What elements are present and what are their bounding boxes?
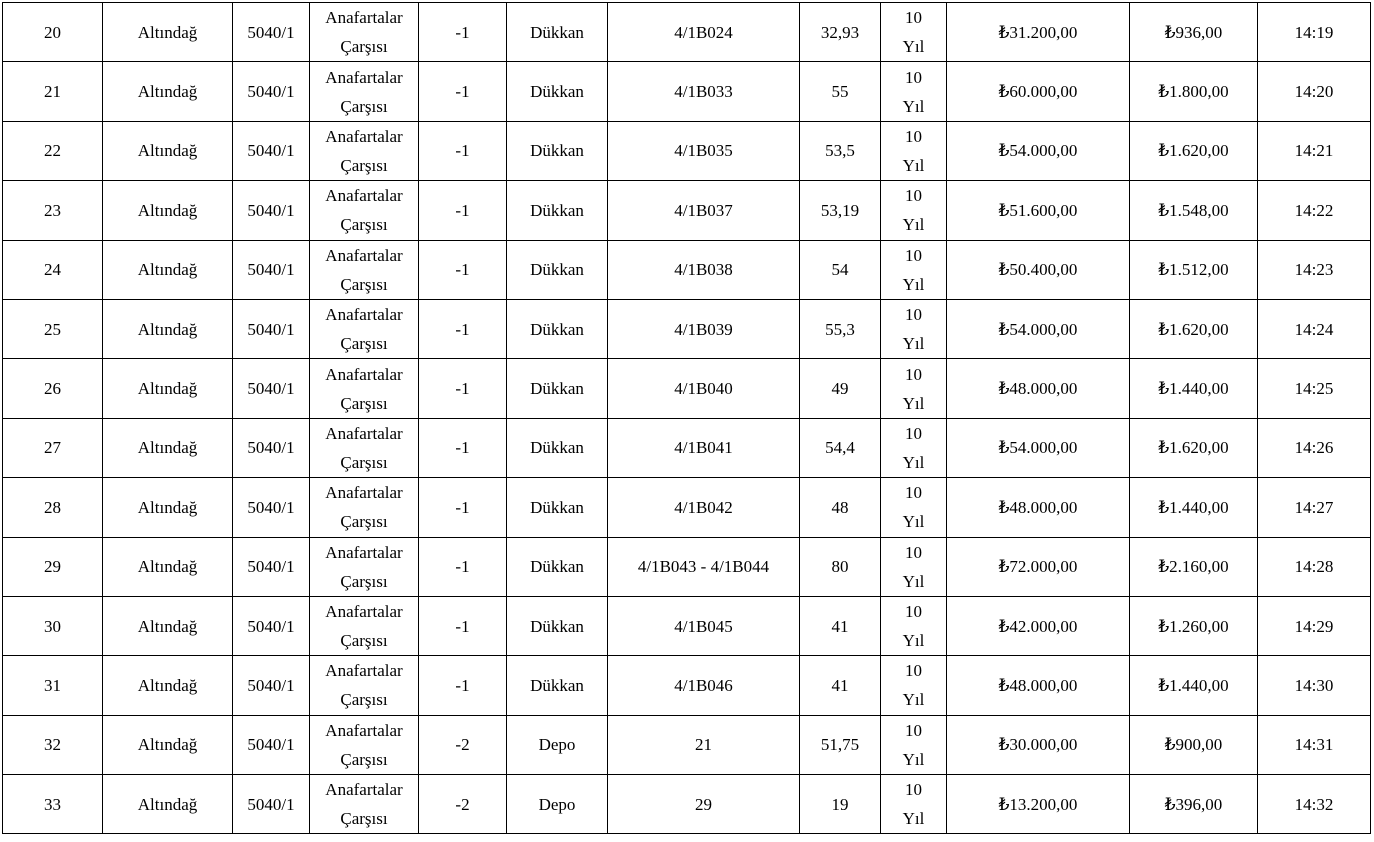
row-number: 23 [3,181,103,240]
row-number: 33 [3,775,103,834]
row-number: 29 [3,537,103,596]
unit-number-cell: 4/1B040 [608,359,800,418]
lease-term-cell [881,3,947,62]
term-unit: Yıl [902,512,925,532]
row-number: 25 [3,299,103,358]
unit-number-cell: 4/1B041 [608,418,800,477]
location-cell [310,240,419,299]
deposit-cell: ₺1.440,00 [1130,656,1258,715]
term-number: 10 [905,8,922,28]
row-number: 30 [3,596,103,655]
parcel-cell: 5040/1 [233,3,310,62]
property-type-cell: Dükkan [507,537,608,596]
district-cell: Altındağ [103,181,233,240]
property-type-cell: Dükkan [507,596,608,655]
location-cell [310,537,419,596]
estimated-rent-cell: ₺42.000,00 [947,596,1130,655]
parcel-cell: 5040/1 [233,62,310,121]
term-unit: Yıl [902,274,925,294]
deposit-cell: ₺1.620,00 [1130,418,1258,477]
table-row [3,418,1371,477]
term-unit: Yıl [902,37,925,57]
location-cell [310,299,419,358]
row-number: 24 [3,240,103,299]
area-cell: 54 [800,240,881,299]
location-line-1: Anafartalar [325,186,403,206]
unit-number-cell: 4/1B035 [608,121,800,180]
location-line-1: Anafartalar [325,126,403,146]
lease-term-cell [881,121,947,180]
parcel-cell: 5040/1 [233,596,310,655]
table-row [3,537,1371,596]
table-row [3,62,1371,121]
lease-term-cell [881,240,947,299]
auction-time-cell: 14:27 [1258,478,1371,537]
unit-number-cell: 29 [608,775,800,834]
property-type-cell: Dükkan [507,359,608,418]
auction-time-cell: 14:22 [1258,181,1371,240]
lease-term-cell [881,299,947,358]
auction-time-cell: 14:23 [1258,240,1371,299]
lease-term-cell [881,596,947,655]
location-cell [310,418,419,477]
location-cell [310,715,419,774]
lease-term-cell [881,537,947,596]
location-cell [310,121,419,180]
term-number: 10 [905,423,922,443]
row-number: 22 [3,121,103,180]
table-row [3,359,1371,418]
property-type-cell: Depo [507,775,608,834]
term-number: 10 [905,780,922,800]
table-row [3,715,1371,774]
area-cell: 53,5 [800,121,881,180]
term-unit: Yıl [902,215,925,235]
location-line-2: Çarşısı [340,690,388,710]
floor-cell: -1 [419,121,507,180]
tender-table [2,2,1371,834]
term-unit: Yıl [902,571,925,591]
district-cell: Altındağ [103,478,233,537]
auction-time-cell: 14:20 [1258,62,1371,121]
district-cell: Altındağ [103,596,233,655]
estimated-rent-cell: ₺60.000,00 [947,62,1130,121]
table-row [3,656,1371,715]
location-line-2: Çarşısı [340,274,388,294]
location-cell [310,775,419,834]
row-number: 21 [3,62,103,121]
table-row [3,240,1371,299]
unit-number-cell: 4/1B045 [608,596,800,655]
term-number: 10 [905,67,922,87]
property-type-cell: Dükkan [507,656,608,715]
deposit-cell: ₺1.548,00 [1130,181,1258,240]
auction-time-cell: 14:25 [1258,359,1371,418]
property-type-cell: Dükkan [507,62,608,121]
location-cell [310,478,419,537]
area-cell: 51,75 [800,715,881,774]
location-line-1: Anafartalar [325,483,403,503]
term-unit: Yıl [902,452,925,472]
parcel-cell: 5040/1 [233,656,310,715]
area-cell: 41 [800,596,881,655]
term-unit: Yıl [902,749,925,769]
auction-time-cell: 14:29 [1258,596,1371,655]
location-line-1: Anafartalar [325,661,403,681]
term-number: 10 [905,483,922,503]
lease-term-cell [881,656,947,715]
term-unit: Yıl [902,631,925,651]
unit-number-cell: 4/1B042 [608,478,800,537]
estimated-rent-cell: ₺54.000,00 [947,121,1130,180]
property-type-cell: Dükkan [507,121,608,180]
deposit-cell: ₺900,00 [1130,715,1258,774]
lease-term-cell [881,359,947,418]
term-number: 10 [905,305,922,325]
estimated-rent-cell: ₺48.000,00 [947,478,1130,537]
deposit-cell: ₺1.512,00 [1130,240,1258,299]
deposit-cell: ₺396,00 [1130,775,1258,834]
parcel-cell: 5040/1 [233,775,310,834]
term-number: 10 [905,186,922,206]
lease-term-cell [881,478,947,537]
estimated-rent-cell: ₺13.200,00 [947,775,1130,834]
floor-cell: -2 [419,715,507,774]
auction-time-cell: 14:28 [1258,537,1371,596]
location-cell [310,359,419,418]
unit-number-cell: 4/1B037 [608,181,800,240]
lease-term-cell [881,181,947,240]
location-cell [310,596,419,655]
location-line-1: Anafartalar [325,423,403,443]
deposit-cell: ₺1.620,00 [1130,121,1258,180]
property-type-cell: Dükkan [507,418,608,477]
term-number: 10 [905,364,922,384]
unit-number-cell: 4/1B033 [608,62,800,121]
area-cell: 49 [800,359,881,418]
property-type-cell: Dükkan [507,299,608,358]
table-row [3,596,1371,655]
area-cell: 41 [800,656,881,715]
location-line-2: Çarşısı [340,96,388,116]
term-unit: Yıl [902,96,925,116]
auction-time-cell: 14:32 [1258,775,1371,834]
estimated-rent-cell: ₺48.000,00 [947,359,1130,418]
location-line-1: Anafartalar [325,8,403,28]
area-cell: 55 [800,62,881,121]
location-line-2: Çarşısı [340,749,388,769]
location-line-2: Çarşısı [340,334,388,354]
district-cell: Altındağ [103,715,233,774]
location-line-2: Çarşısı [340,809,388,829]
area-cell: 19 [800,775,881,834]
parcel-cell: 5040/1 [233,121,310,180]
floor-cell: -1 [419,596,507,655]
table-row [3,181,1371,240]
unit-number-cell: 4/1B024 [608,3,800,62]
term-number: 10 [905,661,922,681]
lease-term-cell [881,775,947,834]
deposit-cell: ₺1.440,00 [1130,359,1258,418]
location-cell [310,181,419,240]
deposit-cell: ₺1.440,00 [1130,478,1258,537]
parcel-cell: 5040/1 [233,181,310,240]
term-unit: Yıl [902,690,925,710]
estimated-rent-cell: ₺48.000,00 [947,656,1130,715]
unit-number-cell: 4/1B038 [608,240,800,299]
parcel-cell: 5040/1 [233,715,310,774]
term-number: 10 [905,720,922,740]
parcel-cell: 5040/1 [233,299,310,358]
parcel-cell: 5040/1 [233,537,310,596]
term-number: 10 [905,245,922,265]
district-cell: Altındağ [103,775,233,834]
floor-cell: -1 [419,3,507,62]
term-number: 10 [905,542,922,562]
deposit-cell: ₺1.260,00 [1130,596,1258,655]
location-line-1: Anafartalar [325,542,403,562]
term-number: 10 [905,602,922,622]
location-cell [310,656,419,715]
district-cell: Altındağ [103,359,233,418]
location-line-2: Çarşısı [340,631,388,651]
estimated-rent-cell: ₺54.000,00 [947,418,1130,477]
term-unit: Yıl [902,809,925,829]
row-number: 27 [3,418,103,477]
floor-cell: -1 [419,537,507,596]
area-cell: 53,19 [800,181,881,240]
row-number: 20 [3,3,103,62]
auction-time-cell: 14:30 [1258,656,1371,715]
location-line-2: Çarşısı [340,571,388,591]
auction-time-cell: 14:31 [1258,715,1371,774]
lease-term-cell [881,715,947,774]
floor-cell: -1 [419,359,507,418]
district-cell: Altındağ [103,62,233,121]
term-unit: Yıl [902,334,925,354]
location-line-2: Çarşısı [340,155,388,175]
row-number: 31 [3,656,103,715]
location-line-2: Çarşısı [340,512,388,532]
floor-cell: -1 [419,656,507,715]
floor-cell: -1 [419,181,507,240]
parcel-cell: 5040/1 [233,478,310,537]
table-row [3,775,1371,834]
location-line-1: Anafartalar [325,602,403,622]
table-row [3,121,1371,180]
estimated-rent-cell: ₺50.400,00 [947,240,1130,299]
auction-time-cell: 14:19 [1258,3,1371,62]
deposit-cell: ₺1.620,00 [1130,299,1258,358]
estimated-rent-cell: ₺72.000,00 [947,537,1130,596]
table-row [3,478,1371,537]
location-line-1: Anafartalar [325,720,403,740]
district-cell: Altındağ [103,3,233,62]
estimated-rent-cell: ₺30.000,00 [947,715,1130,774]
floor-cell: -1 [419,299,507,358]
location-cell [310,62,419,121]
lease-term-cell [881,418,947,477]
lease-term-cell [881,62,947,121]
area-cell: 54,4 [800,418,881,477]
deposit-cell: ₺2.160,00 [1130,537,1258,596]
location-line-1: Anafartalar [325,780,403,800]
table-row [3,3,1371,62]
property-type-cell: Dükkan [507,240,608,299]
district-cell: Altındağ [103,240,233,299]
auction-time-cell: 14:24 [1258,299,1371,358]
district-cell: Altındağ [103,537,233,596]
term-unit: Yıl [902,155,925,175]
parcel-cell: 5040/1 [233,418,310,477]
location-line-1: Anafartalar [325,364,403,384]
row-number: 26 [3,359,103,418]
area-cell: 48 [800,478,881,537]
term-unit: Yıl [902,393,925,413]
unit-number-cell: 21 [608,715,800,774]
estimated-rent-cell: ₺31.200,00 [947,3,1130,62]
table-body [3,3,1371,834]
location-line-2: Çarşısı [340,452,388,472]
district-cell: Altındağ [103,656,233,715]
area-cell: 80 [800,537,881,596]
area-cell: 32,93 [800,3,881,62]
location-line-2: Çarşısı [340,215,388,235]
location-line-1: Anafartalar [325,67,403,87]
location-line-1: Anafartalar [325,245,403,265]
table-row [3,299,1371,358]
property-type-cell: Dükkan [507,3,608,62]
location-cell [310,3,419,62]
auction-time-cell: 14:21 [1258,121,1371,180]
location-line-1: Anafartalar [325,305,403,325]
floor-cell: -1 [419,62,507,121]
unit-number-cell: 4/1B046 [608,656,800,715]
row-number: 32 [3,715,103,774]
auction-time-cell: 14:26 [1258,418,1371,477]
district-cell: Altındağ [103,299,233,358]
parcel-cell: 5040/1 [233,359,310,418]
deposit-cell: ₺1.800,00 [1130,62,1258,121]
floor-cell: -1 [419,418,507,477]
floor-cell: -1 [419,478,507,537]
property-type-cell: Dükkan [507,181,608,240]
estimated-rent-cell: ₺54.000,00 [947,299,1130,358]
floor-cell: -1 [419,240,507,299]
location-line-2: Çarşısı [340,393,388,413]
district-cell: Altındağ [103,418,233,477]
district-cell: Altındağ [103,121,233,180]
area-cell: 55,3 [800,299,881,358]
unit-number-cell: 4/1B043 - 4/1B044 [608,537,800,596]
floor-cell: -2 [419,775,507,834]
parcel-cell: 5040/1 [233,240,310,299]
estimated-rent-cell: ₺51.600,00 [947,181,1130,240]
term-number: 10 [905,126,922,146]
row-number: 28 [3,478,103,537]
deposit-cell: ₺936,00 [1130,3,1258,62]
property-type-cell: Dükkan [507,478,608,537]
location-line-2: Çarşısı [340,37,388,57]
property-type-cell: Depo [507,715,608,774]
unit-number-cell: 4/1B039 [608,299,800,358]
